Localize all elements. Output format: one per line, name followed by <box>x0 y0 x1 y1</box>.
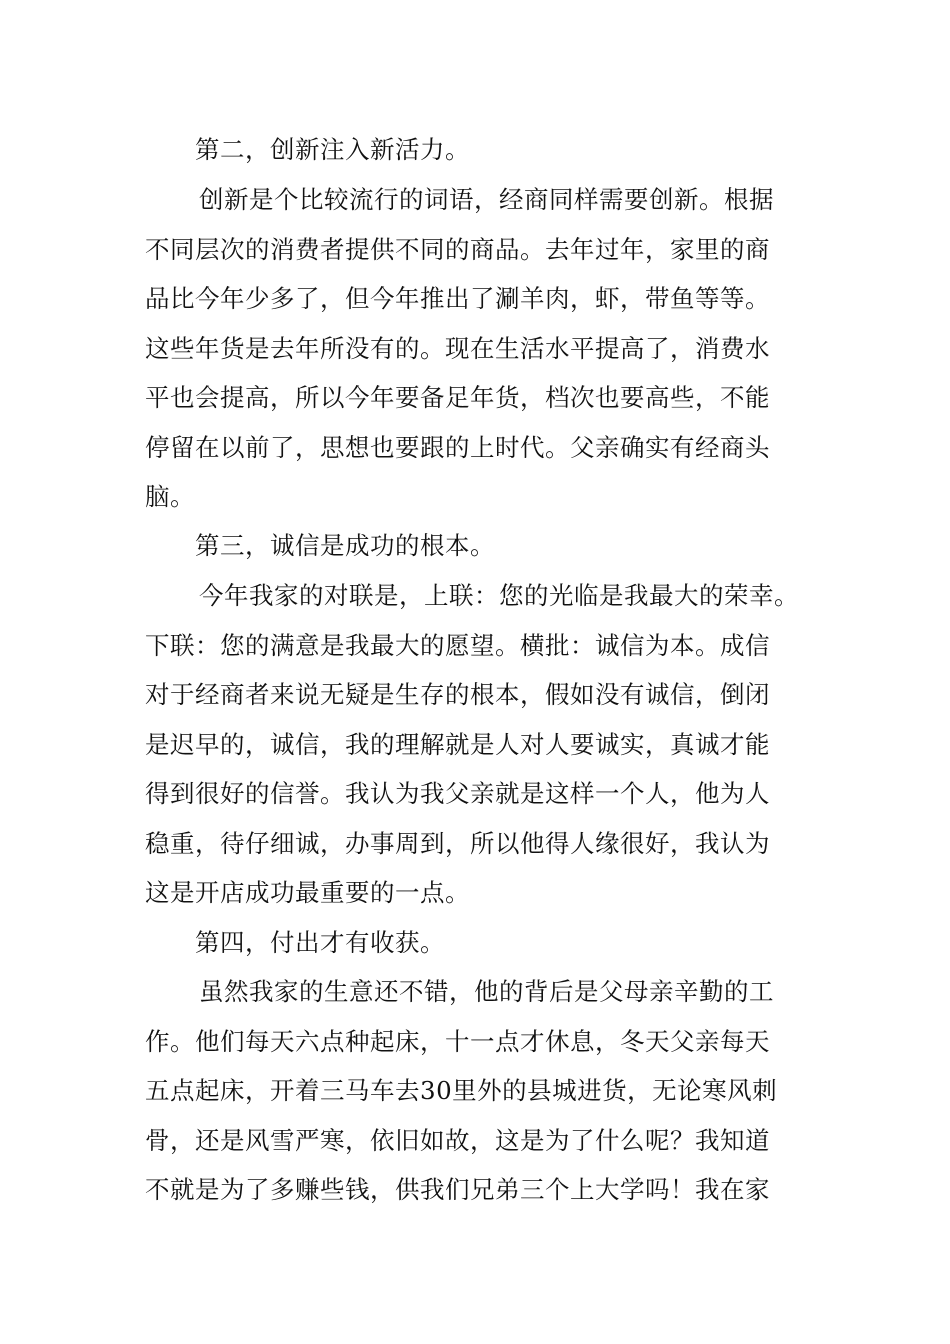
paragraph-line: 平也会提高，所以今年要备足年货，档次也要高些，不能 <box>145 383 770 412</box>
paragraph-line: 这是开店成功最重要的一点。 <box>145 878 470 907</box>
paragraph-line: 不就是为了多赚些钱，供我们兄弟三个上大学吗！我在家 <box>145 1175 770 1204</box>
paragraph-line: 作。他们每天六点种起床，十一点才休息，冬天父亲每天 <box>145 1027 770 1056</box>
paragraph-line: 停留在以前了，思想也要跟的上时代。父亲确实有经商头 <box>145 433 770 462</box>
section-heading-integrity: 第三，诚信是成功的根本。 <box>195 531 495 560</box>
section-heading-innovation: 第二，创新注入新活力。 <box>195 135 470 164</box>
paragraph-line: 不同层次的消费者提供不同的商品。去年过年，家里的商 <box>145 235 770 264</box>
paragraph-line: 五点起床，开着三马车去30里外的县城进货，无论寒风刺 <box>145 1076 778 1105</box>
paragraph-line: 今年我家的对联是，上联：您的光临是我最大的荣幸。 <box>199 581 799 610</box>
section-heading-effort: 第四，付出才有收获。 <box>195 928 445 957</box>
paragraph-line: 创新是个比较流行的词语，经商同样需要创新。根据 <box>199 185 774 214</box>
paragraph-line: 脑。 <box>145 482 195 511</box>
paragraph-line: 这些年货是去年所没有的。现在生活水平提高了，消费水 <box>145 334 770 363</box>
paragraph-line: 稳重，待仔细诚，办事周到，所以他得人缘很好，我认为 <box>145 829 770 858</box>
paragraph-line: 下联：您的满意是我最大的愿望。横批：诚信为本。成信 <box>145 631 770 660</box>
paragraph-line: 品比今年少多了，但今年推出了涮羊肉，虾，带鱼等等。 <box>145 284 770 313</box>
paragraph-line: 虽然我家的生意还不错，他的背后是父母亲辛勤的工 <box>199 977 774 1006</box>
paragraph-line: 是迟早的，诚信，我的理解就是人对人要诚实，真诚才能 <box>145 730 770 759</box>
paragraph-line: 得到很好的信誉。我认为我父亲就是这样一个人，他为人 <box>145 779 770 808</box>
paragraph-line: 对于经商者来说无疑是生存的根本，假如没有诚信，倒闭 <box>145 680 770 709</box>
paragraph-line: 骨，还是风雪严寒，依旧如故，这是为了什么呢？我知道 <box>145 1126 770 1155</box>
